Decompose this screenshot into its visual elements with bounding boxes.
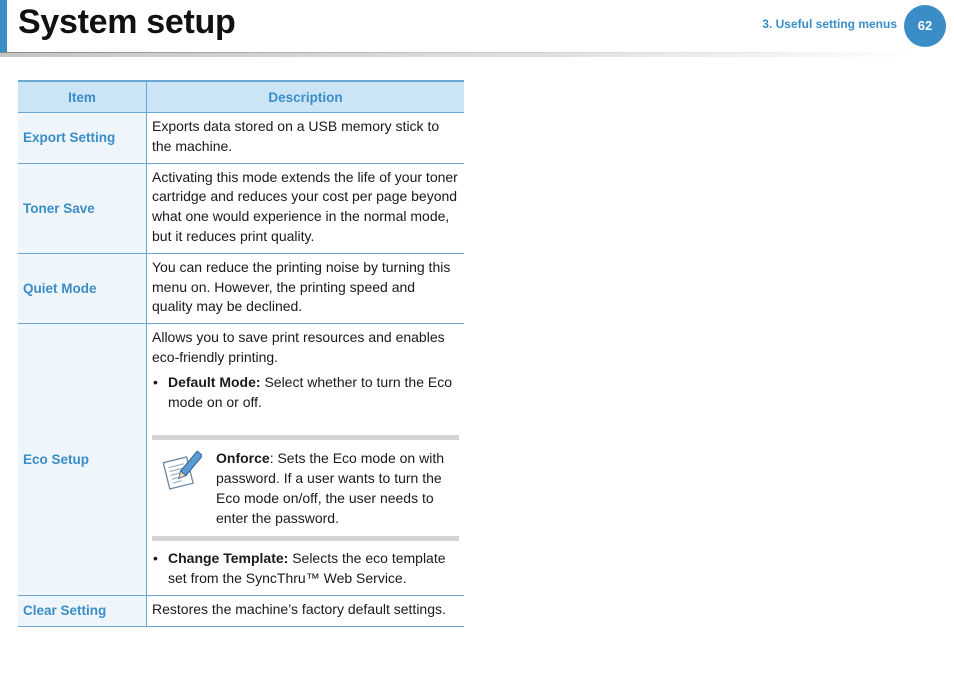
item-quiet-mode: Quiet Mode	[18, 253, 147, 323]
settings-table	[18, 80, 464, 627]
table-row	[18, 324, 464, 596]
description-eco-setup	[147, 324, 465, 596]
eco-setup-intro: Allows you to save print resources and enables eco-friendly printing.	[152, 329, 445, 365]
item-clear-setting: Clear Setting	[18, 595, 147, 626]
description-quiet-mode: You can reduce the printing noise by turning this menu on. However, the printing speed and quality may be declined.	[147, 253, 465, 323]
bullet-default-mode	[152, 373, 459, 413]
section-label: 3. Useful setting menus	[762, 17, 897, 31]
header-accent-bar	[0, 0, 7, 52]
description-export-setting: Exports data stored on a USB memory stick to the machine.	[147, 113, 465, 164]
table-row	[18, 163, 464, 253]
column-header-description: Description	[147, 81, 465, 113]
note-pencil-icon	[160, 450, 202, 490]
page-number-badge: 62	[904, 5, 946, 47]
item-export-setting: Export Setting	[18, 113, 147, 164]
note-box	[152, 435, 459, 541]
note-text: : Sets the Eco mode on with password. If a user wants to turn the Eco mode on/off, the user needs to enter the password.	[216, 450, 445, 527]
table-row	[18, 253, 464, 323]
bullet-term: Default Mode:	[168, 373, 261, 390]
table-header-row	[18, 81, 464, 113]
description-toner-save: Activating this mode extends the life of your toner cartridge and reduces your cost per page beyond what one would experience in the normal mode, but it reduces print quality.	[147, 163, 465, 253]
header-divider	[0, 53, 920, 57]
note-term: Onforce	[216, 450, 270, 467]
table-row	[18, 595, 464, 626]
bullet-text: Selects the eco template set from the SyncThru™ Web Service.	[168, 550, 446, 587]
bullet-dot: •	[153, 373, 158, 390]
bullet-text: Select whether to turn the Eco mode on or off.	[168, 373, 453, 410]
table-row	[18, 113, 464, 164]
page-title: System setup	[18, 3, 236, 41]
column-header-item: Item	[18, 81, 147, 113]
bullet-term: Change Template:	[168, 550, 289, 567]
description-clear-setting: Restores the machine’s factory default settings.	[147, 595, 465, 626]
item-toner-save: Toner Save	[18, 163, 147, 253]
bullet-change-template	[152, 549, 459, 589]
item-eco-setup: Eco Setup	[18, 324, 147, 596]
bullet-dot: •	[153, 550, 158, 567]
